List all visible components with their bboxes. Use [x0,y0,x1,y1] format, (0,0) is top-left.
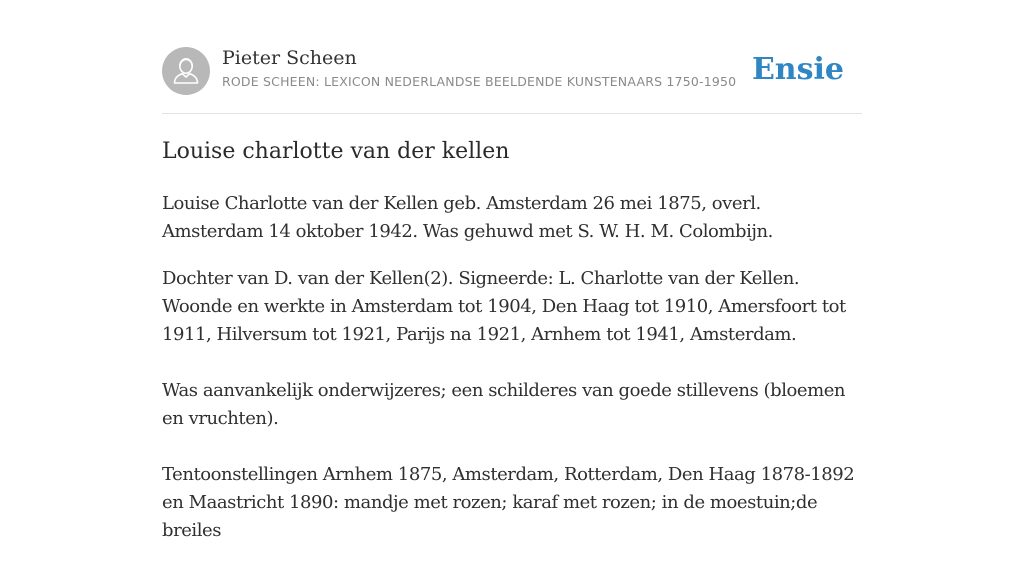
paragraph-2: Dochter van D. van der Kellen(2). Signeerde: L. Charlotte van der Kellen. Woonde en werkte in Amsterdam tot 1904, Den Haag tot 1910, Amersfoort tot 1911, Hilversum tot 1921, Parijs na 1921, Arnhem tot 1941, Amsterdam. [162,268,846,345]
article-title: Louise charlotte van der kellen [162,139,510,164]
paragraph-1: Louise Charlotte van der Kellen geb. Amsterdam 26 mei 1875, overl. Amsterdam 14 oktober 1942. Was gehuwd met S. W. H. M. Colombijn. [162,193,773,242]
paragraph-3: Was aanvankelijk onderwijzeres; een schilderes van goede stillevens (bloemen en vruchten). [162,380,846,429]
author-avatar[interactable] [162,47,210,95]
user-icon [162,47,210,95]
paragraph-4: Tentoonstellingen Arnhem 1875, Amsterdam, Rotterdam, Den Haag 1878-1892 en Maastricht 1890: mandje met rozen; karaf met rozen; in de moestuin;de breiles [162,464,855,541]
article-header [162,46,862,96]
article-body [162,190,862,564]
ensie-logo[interactable]: Ensie [751,52,844,87]
author-name[interactable]: Pieter Scheen [222,47,357,69]
header-divider [162,113,862,114]
source-name[interactable]: RODE SCHEEN: LEXICON NEDERLANDSE BEELDENDE KUNSTENAARS 1750-1950 [222,74,737,89]
